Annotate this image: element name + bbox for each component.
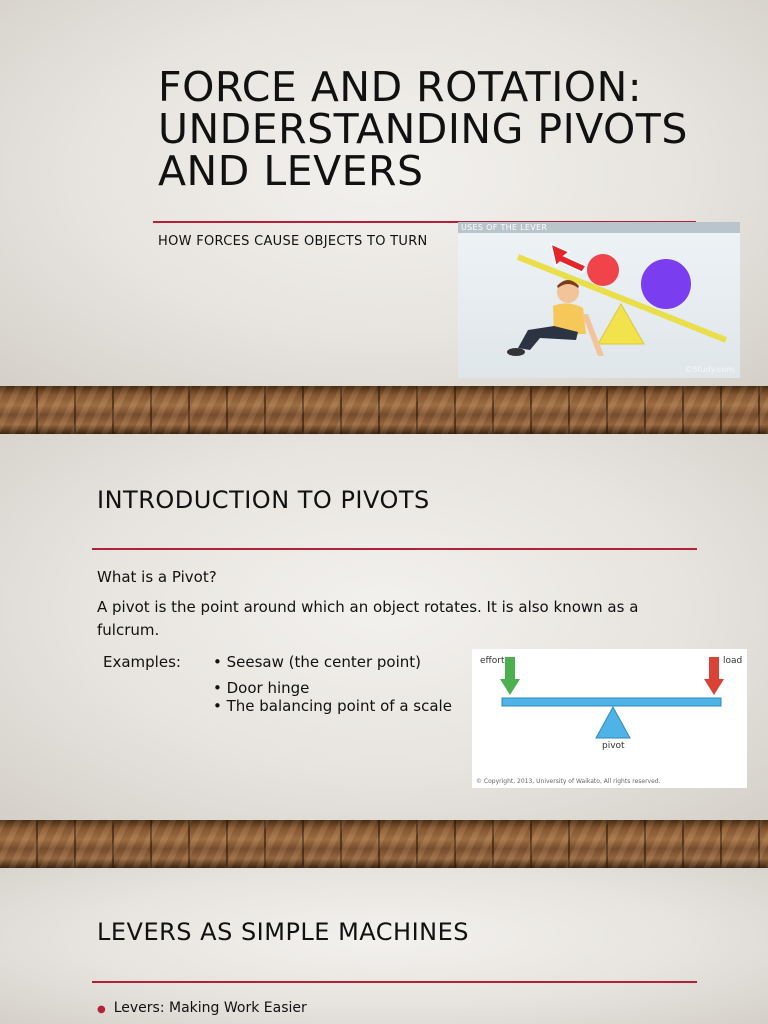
pivot-diagram bbox=[472, 649, 747, 788]
bullet-icon: ● bbox=[97, 1004, 106, 1015]
pivot-definition: A pivot is the point around which an object rotates. It is also known as a fulcrum. bbox=[97, 598, 639, 639]
slide-subtitle: HOW FORCES CAUSE OBJECTS TO TURN bbox=[158, 234, 428, 249]
seesaw-beam bbox=[502, 698, 721, 706]
section-rule bbox=[92, 981, 697, 983]
examples-list bbox=[213, 653, 452, 715]
example-item: • The balancing point of a scale bbox=[213, 697, 452, 715]
illustration-watermark: ©Study.com bbox=[684, 365, 734, 374]
slide-title: FORCE AND ROTATION: UNDERSTANDING PIVOTS AND LEVERS bbox=[158, 63, 688, 195]
section-title: INTRODUCTION TO PIVOTS bbox=[97, 486, 430, 514]
bullet-text: Levers: Making Work Easier bbox=[113, 1000, 307, 1016]
illustration-banner: USES OF THE LEVER bbox=[458, 222, 740, 233]
direction-arrow bbox=[551, 244, 586, 272]
examples-label: Examples: bbox=[103, 653, 181, 671]
effort-arrow-shaft bbox=[505, 657, 515, 681]
example-item: • Seesaw (the center point) bbox=[213, 653, 422, 671]
load-arrow-shaft bbox=[709, 657, 719, 681]
load-arrow-head bbox=[704, 679, 724, 695]
fulcrum-triangle bbox=[598, 304, 644, 344]
wood-floor-divider-1 bbox=[0, 386, 768, 434]
lever-illustration bbox=[458, 222, 740, 378]
diagram-copyright: © Copyright, 2013, University of Waikato, All rights reserved. bbox=[476, 778, 661, 785]
load-label: load bbox=[723, 656, 743, 666]
list-item bbox=[97, 1000, 307, 1016]
large-ball bbox=[641, 259, 691, 309]
wood-floor-divider-2 bbox=[0, 820, 768, 868]
lever-scene-graphic bbox=[458, 222, 740, 378]
example-item: • Door hinge bbox=[213, 679, 310, 697]
section-rule bbox=[92, 548, 697, 550]
pivot-diagram-graphic bbox=[472, 649, 747, 788]
effort-label: effort bbox=[480, 656, 505, 666]
pivot-question: What is a Pivot? bbox=[97, 568, 217, 586]
slide-1 bbox=[0, 0, 768, 386]
pivot-triangle bbox=[596, 707, 630, 738]
section-title: LEVERS AS SIMPLE MACHINES bbox=[97, 918, 470, 946]
pivot-label: pivot bbox=[602, 741, 625, 751]
effort-arrow-head bbox=[500, 679, 520, 695]
small-ball bbox=[587, 254, 619, 286]
